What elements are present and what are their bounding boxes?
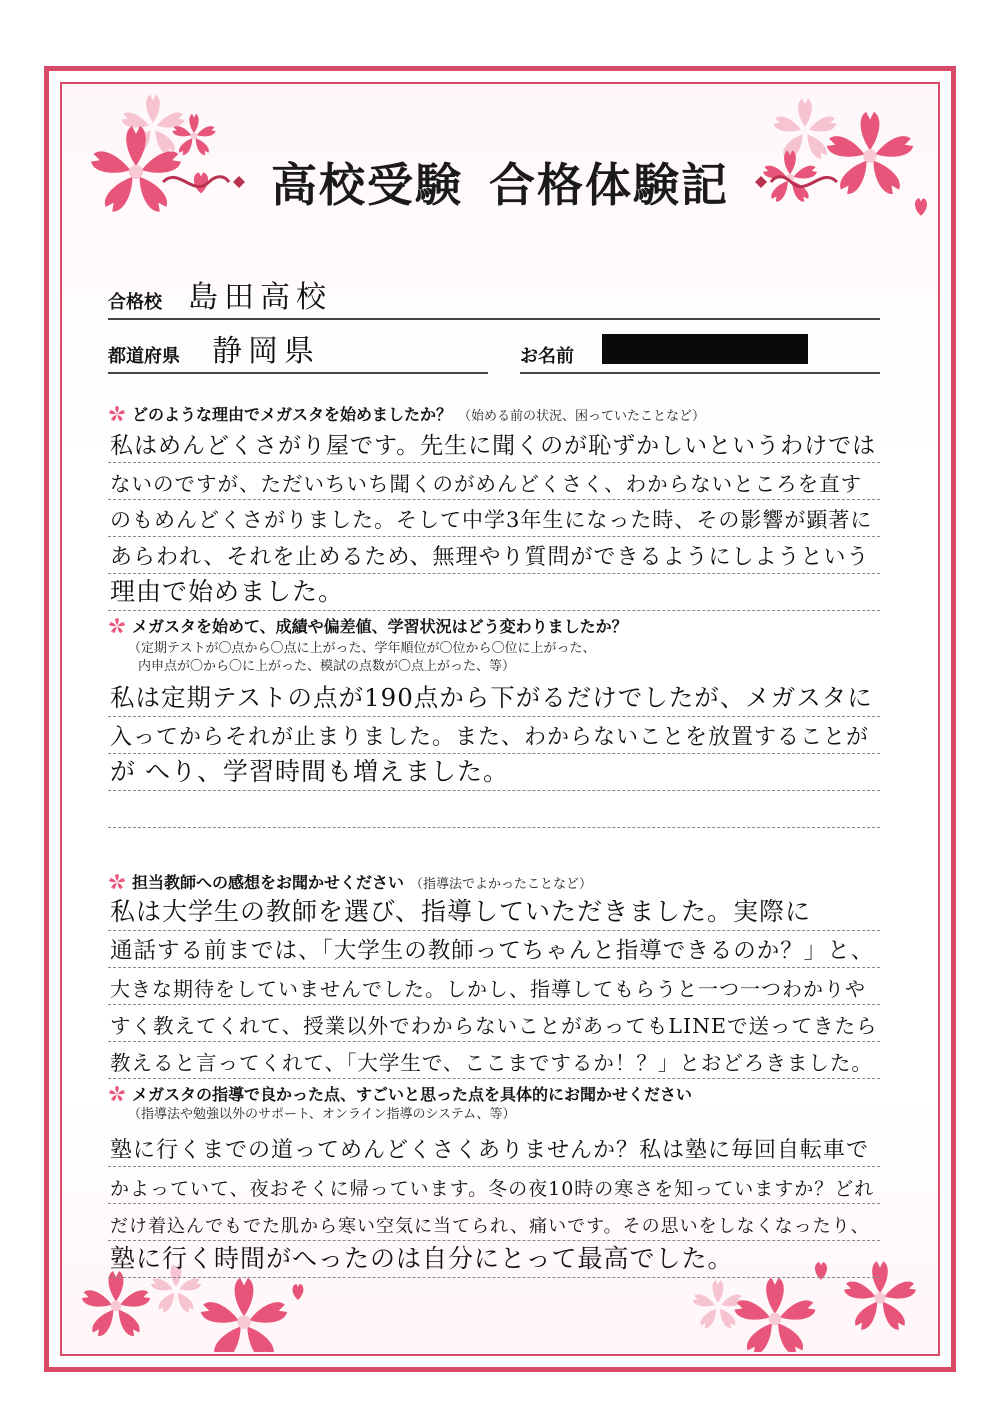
answer-line: 塾に行く時間がへったのは自分にとって最高でした。 [108,1241,880,1278]
name-field [520,332,880,374]
answer-line: 私は定期テストの点が190点から下がるだけでしたが、メガスタに [108,680,880,717]
answer-line: 塾に行くまでの道ってめんどくさくありませんか？私は塾に毎回自転車で [108,1130,880,1167]
sakura-bullet-icon [108,1085,126,1103]
answer-line: 私はめんどくさがり屋です。先生に聞くのが恥ずかしいというわけでは [108,426,880,463]
answer-line: だけ着込んでもでた肌から寒い空気に当てられ、痛いです。その思いをしなくなったり、 [108,1204,880,1241]
school-value: 島田高校 [188,280,332,315]
prefecture-field [108,332,488,374]
question-teacher: 担当教師への感想をお聞かせください （指導法でよかったことなど） [108,870,592,893]
answer-line: ないのですが、ただいちいち聞くのがめんどくさく、わからないところを直す [108,463,880,500]
title-area [0,150,1000,214]
answer-line: あらわれ、それを止めるため、無理やり質問ができるようにしようという [108,537,880,574]
answer-highlights [108,1130,880,1278]
sakura-bullet-icon [108,617,126,635]
school-label: 合格校 [108,292,162,313]
answer-line: 大きな期待をしていませんでした。しかし、指導してもらうと一つ一つわかりや [108,968,880,1005]
sakura-bullet-icon [108,405,126,423]
answer-teacher [108,894,880,1079]
answer-line: 通話する前までは、「大学生の教師ってちゃんと指導できるのか？」と、 [108,931,880,968]
answer-line [108,791,880,828]
answer-line: すく教えてくれて、授業以外でわからないことがあってもLINEで送ってきたら [108,1005,880,1042]
answer-line: 教えると言ってくれて、「大学生で、ここまでするか！？」とおどろきました。 [108,1042,880,1079]
answer-results [108,680,880,828]
answer-line: のもめんどくさがりました。そして中学3年生になった時、その影響が顕著に [108,500,880,537]
question-reason: どのような理由でメガスタを始めましたか？ （始める前の状況、困っていたことなど） [108,402,705,425]
answer-line: 入ってからそれが止まりました。また、わからないことを放置することが [108,717,880,754]
question-highlights-hint: （指導法や勉強以外のサポート、オンライン指導のシステム、等） [128,1107,516,1122]
question-highlights: メガスタの指導で良かった点、すごいと思った点を具体的にお聞かせください [108,1082,692,1105]
sakura-bullet-icon [108,873,126,891]
question-results-hint: （定期テストが〇点から〇点に上がった、学年順位が〇位から〇位に上がった、 内申点が〇から〇に上がった、模試の点数が〇点上がった、等） [128,641,596,674]
answer-line: 理由で始めました。 [108,574,880,611]
flourish-right-icon [751,162,841,202]
answer-line: が へり、学習時間も増えました。 [108,754,880,791]
school-field [108,278,880,320]
question-results: メガスタを始めて、成績や偏差値、学習状況はどう変わりましたか？ [108,614,628,637]
name-label: お名前 [520,346,574,367]
answer-reason [108,426,880,611]
answer-line: 私は大学生の教師を選び、指導していただきました。実際に [108,894,880,931]
page-title: 高校受験 合格体験記 [271,158,729,212]
prefecture-label: 都道府県 [108,346,180,367]
name-redaction [602,334,808,364]
answer-line: かよっていて、夜おそくに帰っています。冬の夜10時の寒さを知っていますか？どれ [108,1167,880,1204]
prefecture-value: 静岡県 [212,334,320,369]
flourish-left-icon [159,162,249,202]
